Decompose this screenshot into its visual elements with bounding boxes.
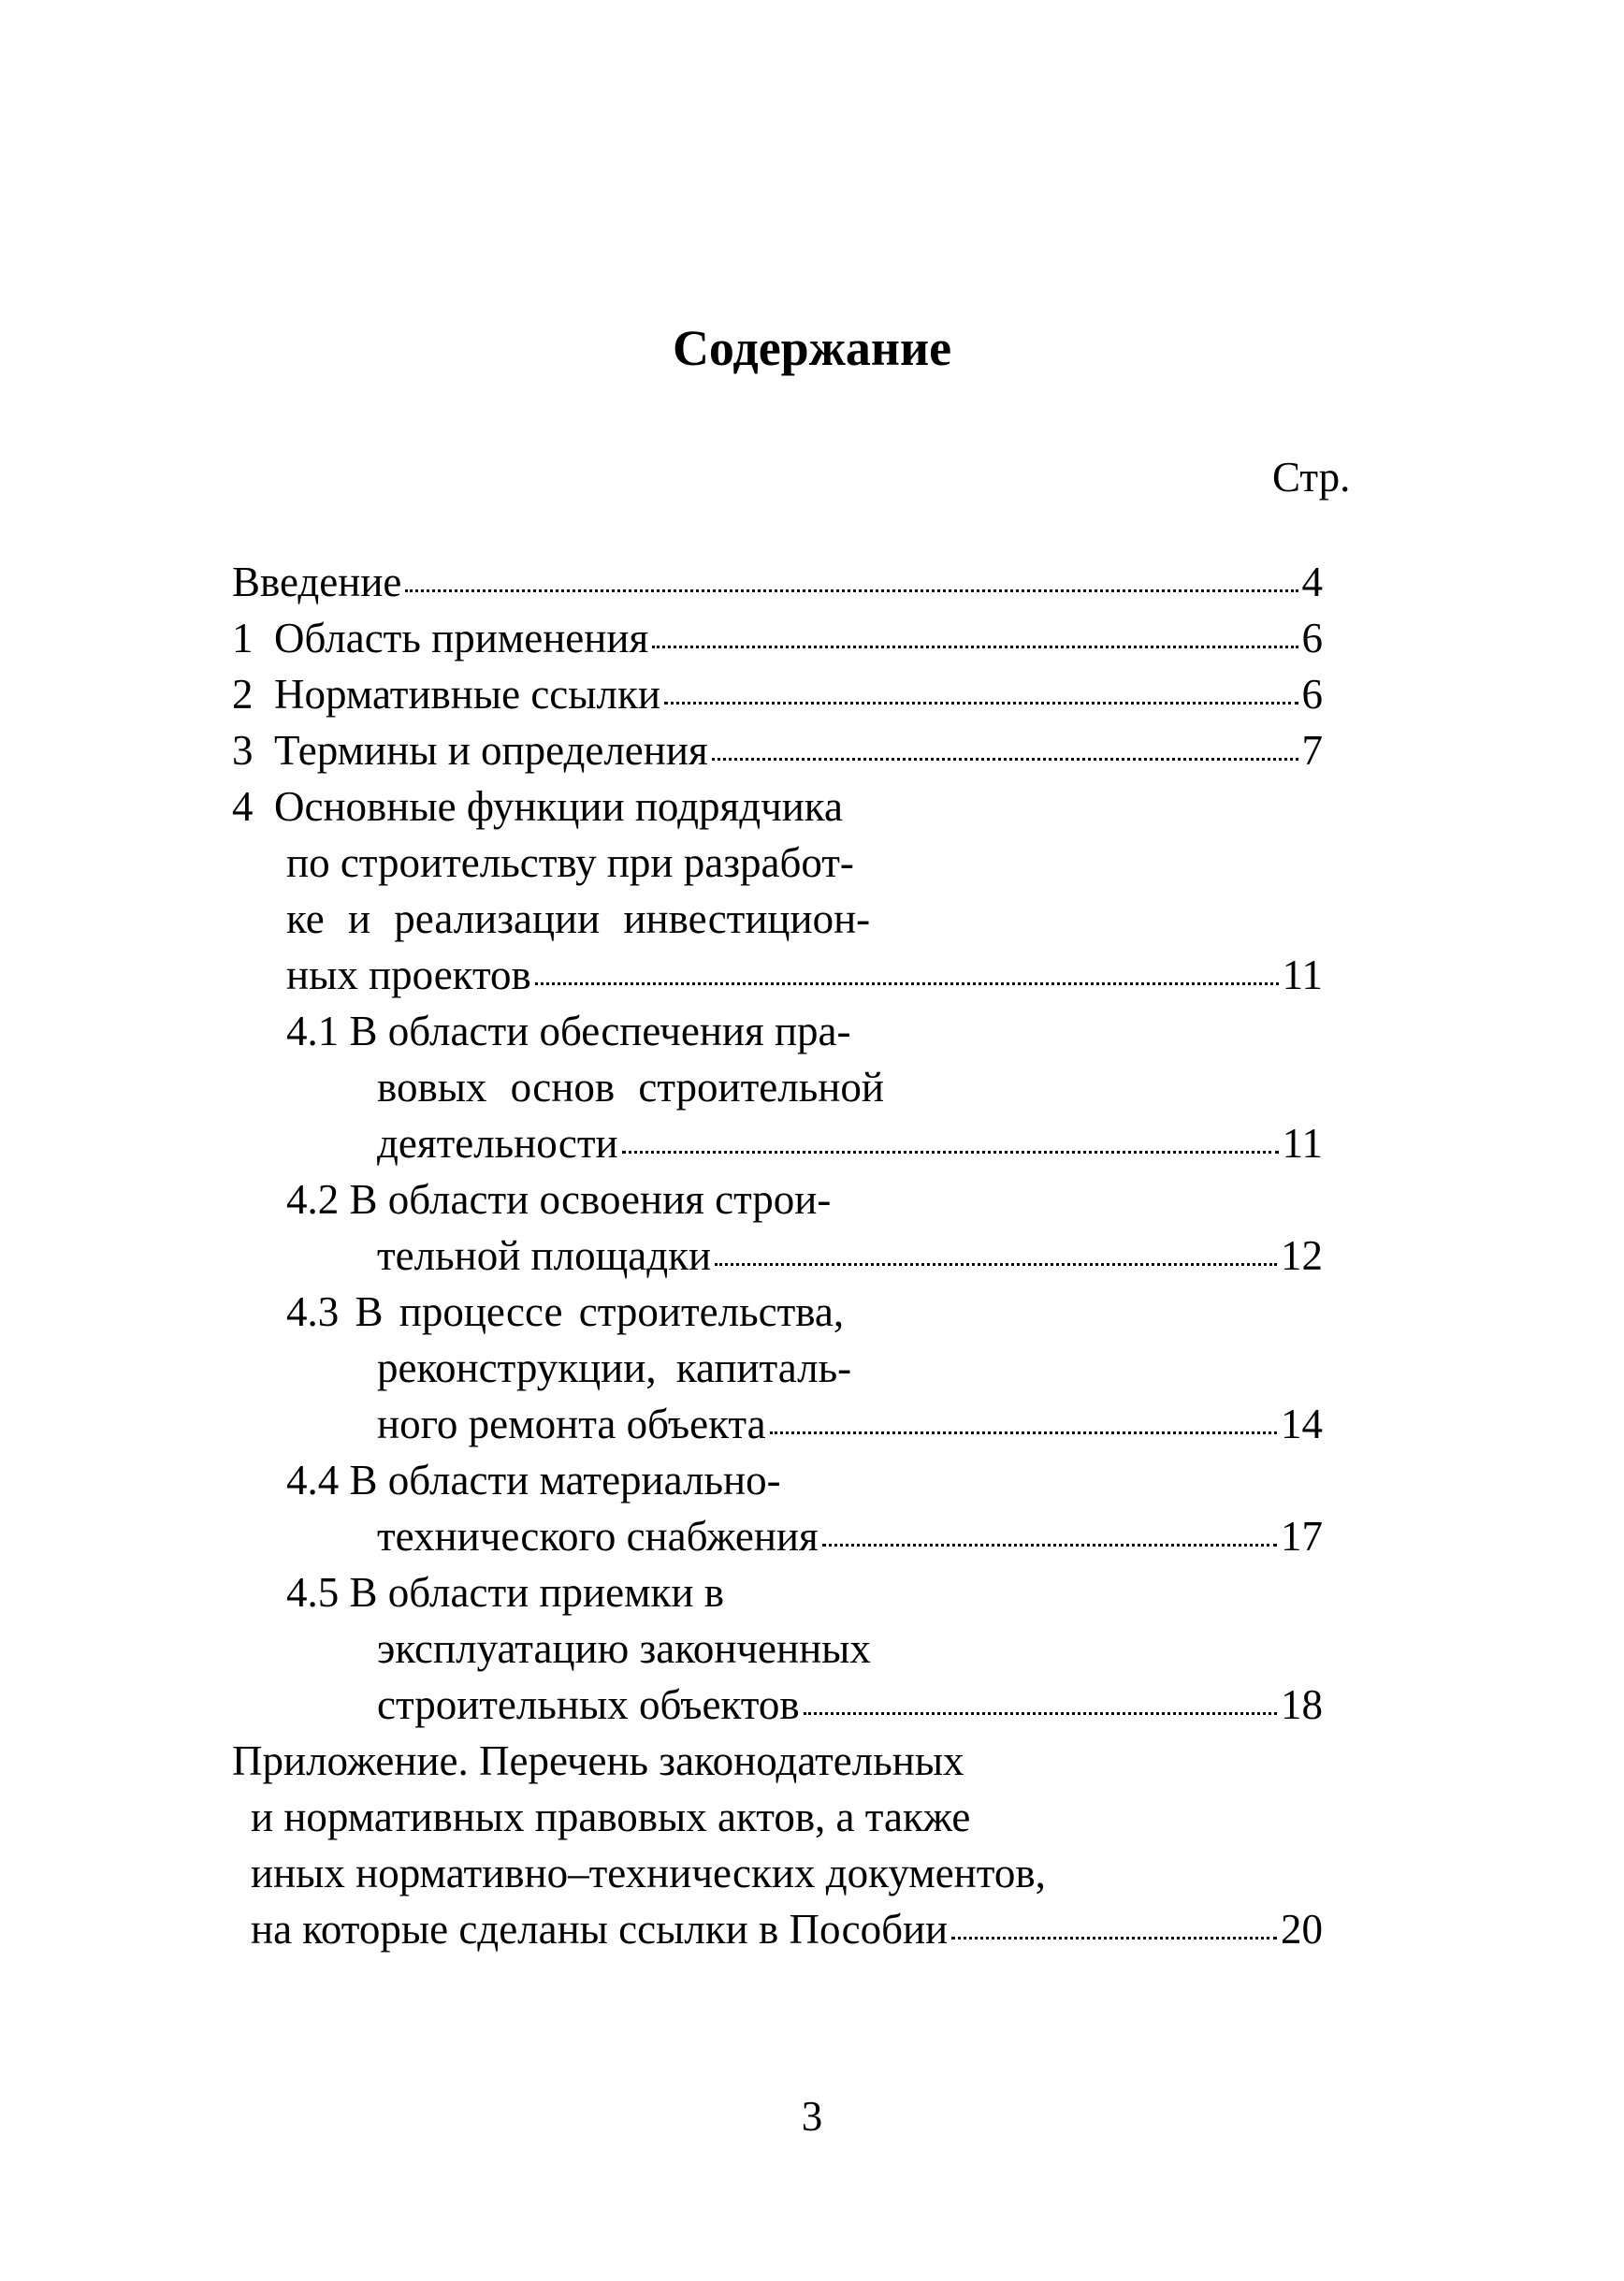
toc-entry-page: 4 [1301, 559, 1323, 605]
toc-entry-page: 18 [1281, 1681, 1323, 1728]
toc-entry-4-line3: ке и реализации инвестицион- [286, 895, 871, 942]
toc-entry-4-2-last[interactable] [377, 1228, 1323, 1284]
toc-entry-page: 17 [1281, 1513, 1323, 1560]
toc-entry-intro[interactable] [232, 554, 1323, 610]
toc-entry-appendix-line2: и нормативных правовых актов, а также [251, 1794, 971, 1840]
toc-entry-label: 3 Термины и определения [232, 727, 708, 774]
toc-entry-4-5-line1[interactable]: 4.5 В области приемки в [286, 1569, 724, 1616]
dot-leader [951, 1937, 1277, 1940]
page-column-label: Стр. [1272, 454, 1351, 501]
toc-entry-label: деятельности [377, 1120, 618, 1167]
toc-entry-label: технического снабжения [377, 1513, 819, 1560]
toc-entry-label: строительных объектов [377, 1681, 800, 1728]
toc-entry-3[interactable] [232, 722, 1323, 778]
toc-entry-label: ного ремонта объекта [377, 1401, 766, 1447]
toc-entry-appendix-line1[interactable]: Приложение. Перечень законодательных [232, 1737, 964, 1784]
toc-entry-4-1-line2: вовых основ строительной [377, 1064, 884, 1111]
toc-entry-4-1-last[interactable] [377, 1115, 1323, 1171]
toc-entry-4-4-line1[interactable]: 4.4 В области материально- [286, 1457, 781, 1504]
toc-entry-page: 12 [1281, 1232, 1323, 1279]
toc-entry-label: Введение [232, 559, 402, 605]
footer-page-number: 3 [801, 2093, 823, 2140]
toc-entry-page: 6 [1301, 615, 1323, 661]
dot-leader [822, 1544, 1277, 1547]
dot-leader [664, 702, 1298, 705]
toc-entry-page: 11 [1282, 1120, 1323, 1167]
toc-entry-page: 14 [1281, 1401, 1323, 1447]
toc-entry-page: 11 [1282, 952, 1323, 998]
dot-leader [770, 1431, 1277, 1434]
toc-entry-appendix-line3: иных нормативно–технических документов, [251, 1850, 1046, 1896]
toc-entry-4-4-last[interactable] [377, 1508, 1323, 1564]
toc-entry-page: 6 [1301, 671, 1323, 718]
toc-entry-label: на которые сделаны ссылки в Пособии [251, 1906, 949, 1953]
dot-leader [712, 758, 1298, 761]
toc-entry-4-1-line1[interactable]: 4.1 В области обеспечения пра- [286, 1008, 851, 1054]
toc-entry-page: 7 [1301, 727, 1323, 774]
dot-leader [405, 589, 1298, 592]
toc-entry-4-3-line2: реконструкции, капиталь- [377, 1344, 852, 1391]
toc-entry-appendix-last[interactable] [251, 1901, 1323, 1957]
toc-entry-4-last[interactable] [286, 947, 1323, 1003]
dot-leader [804, 1712, 1277, 1715]
toc-entry-4-2-line1[interactable]: 4.2 В области освоения строи- [286, 1176, 832, 1223]
toc-entry-4-line2: по строительству при разработ- [286, 839, 854, 886]
dot-leader [622, 1151, 1279, 1154]
toc-entry-1[interactable] [232, 610, 1323, 666]
toc-entry-2[interactable] [232, 666, 1323, 722]
toc-entry-4-5-last[interactable] [377, 1677, 1323, 1733]
toc-entry-4-line1[interactable]: 4 Основные функции подрядчика [232, 783, 843, 830]
toc-entry-label: тельной площадки [377, 1232, 712, 1279]
dot-leader [535, 982, 1279, 985]
toc-entry-label: ных проектов [286, 952, 531, 998]
toc-entry-label: 2 Нормативные ссылки [232, 671, 660, 718]
toc-entry-4-3-last[interactable] [377, 1396, 1323, 1452]
toc-entry-page: 20 [1281, 1906, 1323, 1953]
toc-entry-label: 1 Область применения [232, 615, 649, 661]
toc-entry-4-3-line1[interactable]: 4.3 В процессе строительства, [286, 1288, 845, 1335]
toc-entry-4-5-line2: эксплуатацию законченных [377, 1625, 871, 1672]
page-title: Содержание [672, 320, 952, 376]
dot-leader [652, 646, 1298, 648]
dot-leader [715, 1263, 1277, 1266]
